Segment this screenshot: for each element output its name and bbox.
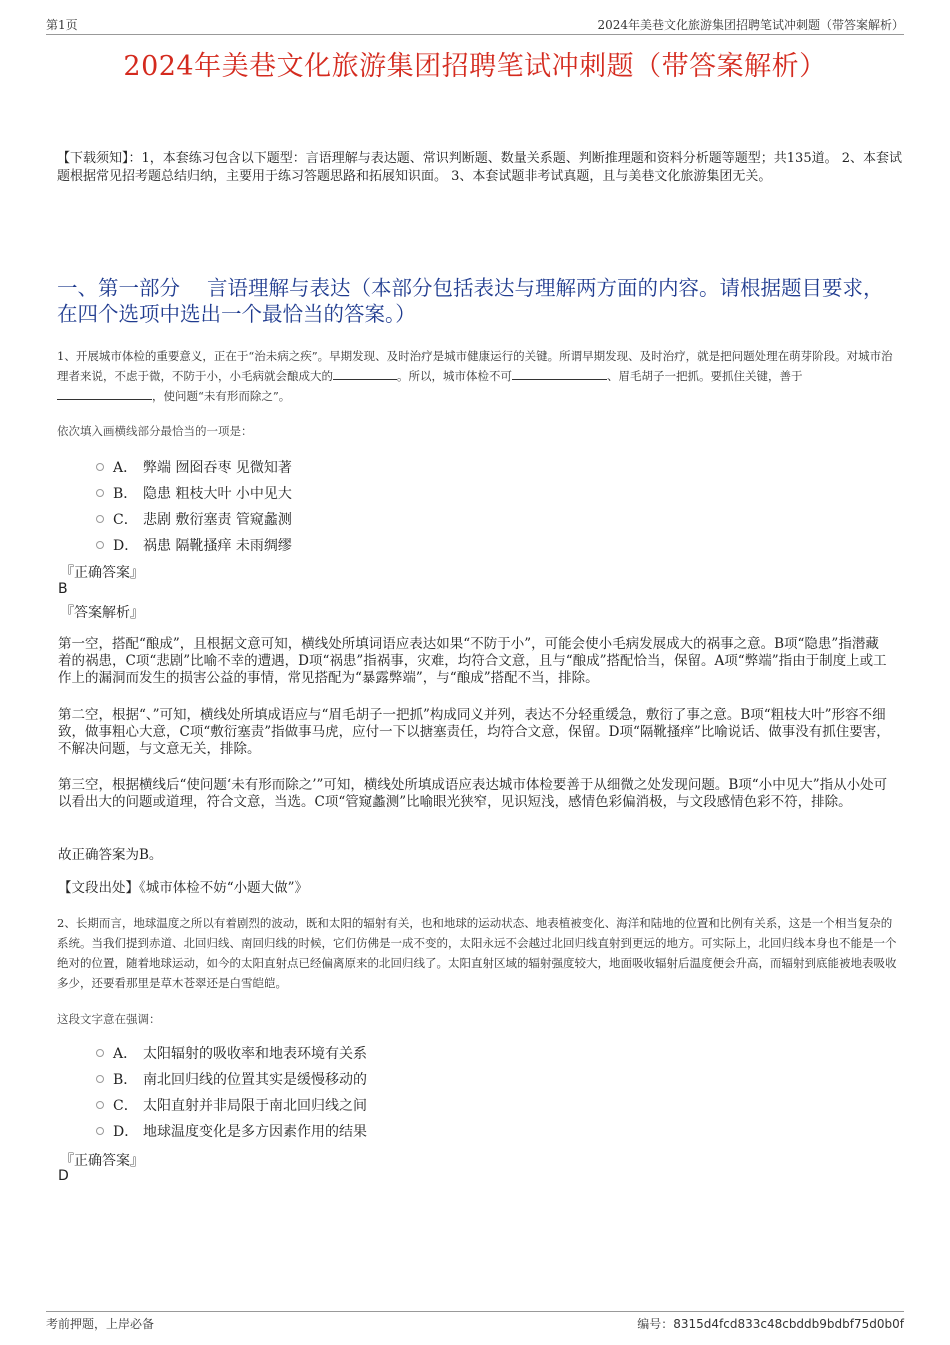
question-1-option-d[interactable]: D． 祸患 隔靴搔痒 未雨绸缪 (96, 535, 292, 555)
analysis-paragraph: 第一空，搭配“酿成”，且根据文意可知，横线处所填词语应表达如果“不防于小”，可能会使小毛病发展成大的祸事之意。B项“隐患”指潜藏着的祸患，C项“悲剧”比喻不幸的遭遇，D项“祸患”指祸事，灾难，均符合文意，且与“酿成”搭配恰当，保留。A项“弊端”指由于制度上或工作上的漏洞而发生的损害公益的事情，常见搭配为“暴露弊端”，与“酿成”搭配不当，排除。 (58, 636, 887, 686)
header-doc-title: 2024年美巷文化旅游集团招聘笔试冲刺题（带答案解析） (597, 18, 904, 32)
radio-icon[interactable] (96, 1075, 104, 1083)
question-1-option-c[interactable]: C． 悲剧 敷衍塞责 管窥蠡测 (96, 509, 292, 529)
radio-icon[interactable] (96, 515, 104, 523)
question-2-option-d[interactable]: D． 地球温度变化是多方因素作用的结果 (96, 1121, 367, 1141)
fill-blank-2 (512, 366, 607, 380)
radio-icon[interactable] (96, 1049, 104, 1057)
question-1-prompt: 依次填入画横线部分最恰当的一项是： (57, 424, 253, 438)
page-number: 第1页 (46, 18, 78, 32)
document-title: 2024年美巷文化旅游集团招聘笔试冲刺题（带答案解析） (123, 51, 827, 82)
question-1-option-a[interactable]: A． 弊端 囫囵吞枣 见微知著 (96, 457, 292, 477)
correct-answer: B (58, 581, 68, 597)
question-1-stem: 1、开展城市体检的重要意义，正在于“治未病之疾”。早期发现、及时治疗是城市健康运行的关键。所谓早期发现、及时治疗，就是把问题处理在萌芽阶段。对城市治理者来说，不虑于微，不防于小，小毛病就会酿成大的 。所以，城市体检不可 、眉毛胡子一把抓。要抓住关键，善于，使问题“未有形而除之”。 (57, 349, 893, 403)
fill-blank-1 (333, 366, 397, 380)
radio-icon[interactable] (96, 489, 104, 497)
correct-answer: D (58, 1168, 69, 1184)
question-2-prompt: 这段文字意在强调： (57, 1012, 161, 1026)
passage-source: 【文段出处】《城市体检不妨“小题大做”》 (58, 880, 309, 896)
analysis-label: 『答案解析』 (60, 605, 144, 621)
radio-icon[interactable] (96, 1101, 104, 1109)
analysis-paragraph: 第三空，根据横线后“使问题‘未有形而除之’”可知，横线处所填成语应表达城市体检要善于从细微之处发现问题。B项“小中见大”指从小处可以看出大的问题或道理，符合文意，当选。C项“管窥蠡测”比喻眼光狭窄，见识短浅，感情色彩偏消极，与文段感情色彩不符，排除。 (58, 777, 888, 810)
page-footer (46, 1311, 904, 1342)
download-notice: 【下载须知】：1，本套练习包含以下题型：言语理解与表达题、常识判断题、数量关系题、判断推理题和资料分析题等题型；共135道。 2、本套试题根据常见招考题总结归纳，主要用于练习答题思路和拓展知识面。 3、本套试题非考试真题，且与美巷文化旅游集团无关。 (57, 151, 902, 184)
answer-label: 『正确答案』 (60, 565, 144, 581)
question-2-option-c[interactable]: C． 太阳直射并非局限于南北回归线之间 (96, 1095, 367, 1115)
question-2-option-a[interactable]: A． 太阳辐射的吸收率和地表环境有关系 (96, 1043, 367, 1063)
section-heading: 一、第一部分 言语理解与表达（本部分包括表达与理解两方面的内容。请根据题目要求，在四个选项中选出一个最恰当的答案。） (57, 276, 884, 326)
radio-icon[interactable] (96, 463, 104, 471)
analysis-conclusion: 故正确答案为B。 (58, 847, 163, 863)
radio-icon[interactable] (96, 1127, 104, 1135)
analysis-paragraph: 第二空，根据“、”可知，横线处所填成语应与“眉毛胡子一把抓”构成同义并列，表达不分轻重缓急，敷衍了事之意。B项“粗枝大叶”形容不细致，做事粗心大意，C项“敷衍塞责”指做事马虎，应付一下以搪塞责任，均符合文意，保留。D项“隔靴搔痒”比喻说话、做事没有抓住要害，不解决问题，与文意无关，排除。 (58, 707, 890, 757)
document-code: 编号：8315d4fcd833c48cbddb9bdbf75d0b0f (637, 1317, 904, 1331)
question-2-stem: 2、长期而言，地球温度之所以有着剧烈的波动，既和太阳的辐射有关，也和地球的运动状态、地表植被变化、海洋和陆地的位置和比例有关系，这是一个相当复杂的系统。当我们提到赤道、北回归线、南回归线的时候，它们仿佛是一成不变的，太阳永远不会越过北回归线直射到更远的地方。可实际上，北回归线本身也不能是一个绝对的位置，随着地球运动，如今的太阳直射点已经偏离原来的北回归线了。太阳直射区域的辐射强度较大，地面吸收辐射后温度便会升高，而辐射到底能被地表吸收多少，还要看那里是草木苍翠还是白雪皑皑。 (57, 916, 897, 990)
answer-label: 『正确答案』 (60, 1153, 144, 1169)
footer-slogan: 考前押题，上岸必备 (46, 1317, 155, 1331)
fill-blank-3 (57, 386, 152, 400)
question-1-option-b[interactable]: B． 隐患 粗枝大叶 小中见大 (96, 483, 292, 503)
question-2-option-b[interactable]: B． 南北回归线的位置其实是缓慢移动的 (96, 1069, 367, 1089)
radio-icon[interactable] (96, 541, 104, 549)
page-header (46, 14, 904, 35)
